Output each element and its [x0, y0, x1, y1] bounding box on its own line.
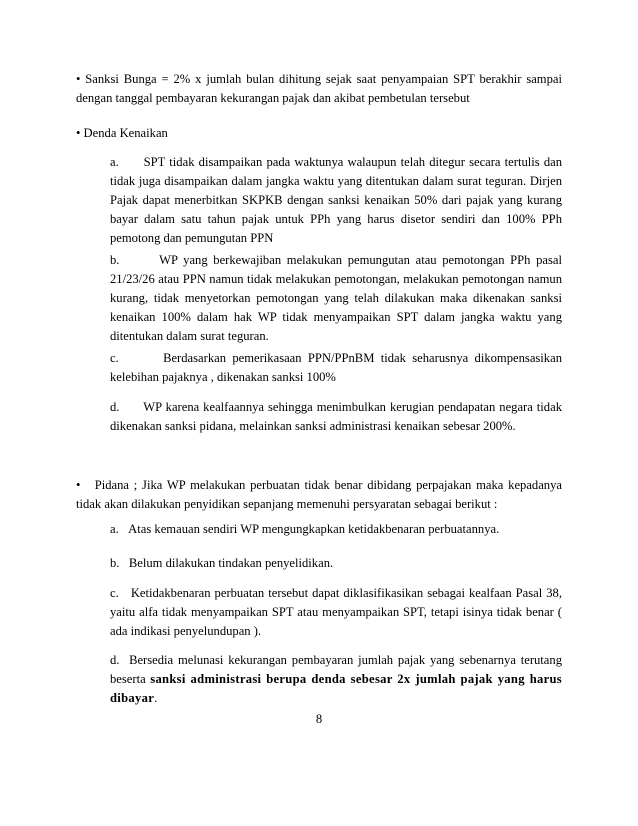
- list-item-c: c. Berdasarkan pemerikasaan PPN/PPnBM tidak seharusnya dikompensasikan kelebihan pajaknya , dikenakan sanksi 100%: [110, 351, 562, 384]
- pidana-item-d-text: d. Bersedia melunasi kekurangan pembayaran jumlah pajak yang sebenarnya terutang beserta: [110, 653, 562, 686]
- pidana-item-c: c. Ketidakbenaran perbuatan tersebut dapat diklasifikasikan sebagai kealfaan Pasal 38, yaitu alfa tidak menyampaikan SPT atau menyampaikan SPT, tetapi isinya tidak benar ( ada indikasi penyelundupan ).: [110, 586, 562, 638]
- pidana-item-a: a. Atas kemauan sendiri WP mengungkapkan ketidakbenaran perbuatannya.: [110, 522, 500, 536]
- page-number: 8: [315, 712, 323, 726]
- paragraph-denda-kenaikan: • Denda Kenaikan: [76, 126, 168, 140]
- pidana-item-d-bold-text: sanksi administrasi berupa denda sebesar 2x jumlah pajak yang harus dibayar: [110, 672, 562, 705]
- paragraph-sanksi-bunga: • Sanksi Bunga = 2% x jumlah bulan dihitung sejak saat penyampaian SPT berakhir sampai dengan tanggal pembayaran kekurangan pajak dan akibat pembetulan tersebut: [76, 72, 562, 105]
- list-item-b: b. WP yang berkewajiban melakukan pemungutan atau pemotongan PPh pasal 21/23/26 atau PPN namun tidak melakukan pemotongan, melakukan pemotongan namun kurang, tidak menyetorkan pemotongan yang telah dilakukan maka dikenakan sanksi kenaikan 100% dalam hak WP tidak menyampaikan SPT dalam jangka waktu yang ditentukan dalam surat teguran.: [110, 253, 562, 343]
- list-item-d: d. WP karena kealfaannya sehingga menimbulkan kerugian pendapatan negara tidak dikenakan sanksi pidana, melainkan sanksi administrasi kenaikan sebesar 200%.: [110, 400, 562, 433]
- pidana-item-d: [110, 651, 562, 708]
- paragraph-pidana: • Pidana ; Jika WP melakukan perbuatan tidak benar dibidang perpajakan maka kepadanya tidak akan dilakukan penyidikan sepanjang memenuhi persyaratan sebagai berikut :: [76, 478, 562, 511]
- pidana-item-b: b. Belum dilakukan tindakan penyelidikan.: [110, 556, 334, 570]
- pidana-item-d-end: .: [154, 691, 158, 705]
- list-item-a: a. SPT tidak disampaikan pada waktunya walaupun telah ditegur secara tertulis dan tidak juga disampaikan dalam jangka waktu yang ditentukan dalam surat teguran. Dirjen Pajak dapat menerbitkan SKPKB dengan sanksi kenaikan 50% dari pajak yang kurang bayar dalam satu tahun pajak untuk PPh yang harus disetor sendiri dan 100% PPh pemotong dan pemungutan PPN: [110, 155, 562, 245]
